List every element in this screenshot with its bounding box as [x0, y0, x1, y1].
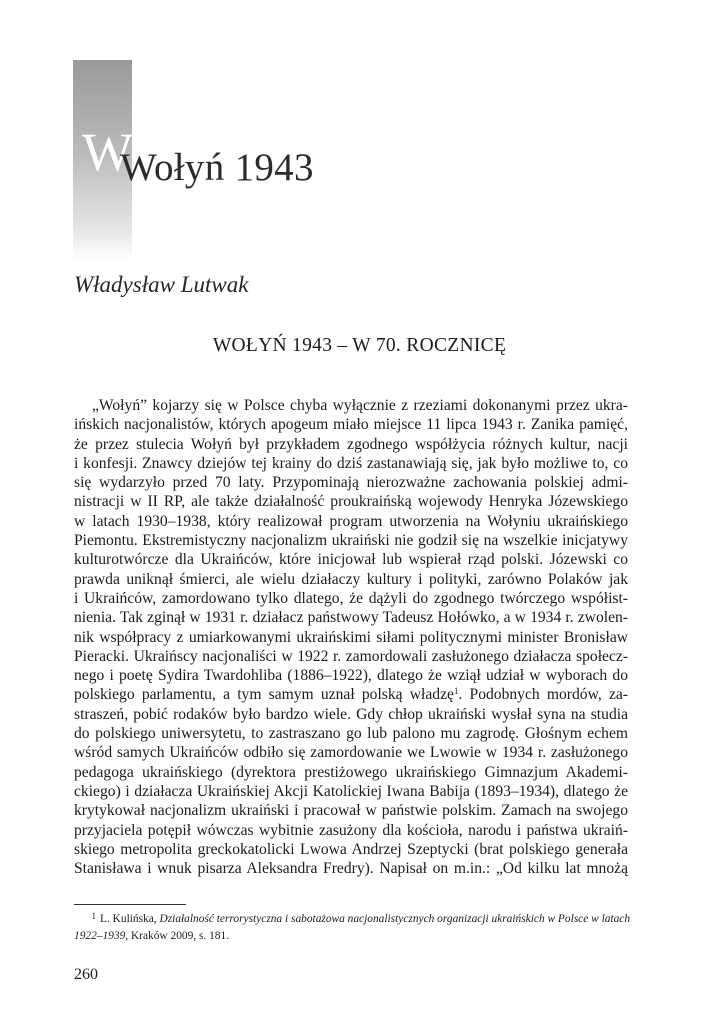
body-line: wśród samych Ukraińców odbiło się zamordowanie we Lwowie w 1934 r. zasłużonego: [74, 744, 628, 762]
body-line: straszeń, pobić rodaków było bardzo wiele. Gdy chłop ukraiński wysłał syna na studia: [74, 705, 628, 723]
body-line-text: . Podobnych mordów, za-: [458, 686, 628, 704]
body-line: się wydarzyło przed 70 laty. Przypominają nierozważne zachowania polskiej admi-: [74, 474, 628, 492]
body-line-text: polskiego parlamentu, a tym samym uznał polską władzę: [74, 686, 454, 704]
footnote-line: [74, 908, 631, 928]
section-heading: WOŁYŃ 1943 – W 70. ROCZNICĘ: [212, 335, 507, 356]
body-line: skiego metropolita greckokatolicki Lwowa Andrzej Szeptycki (brat polskiego generała: [74, 840, 628, 858]
page-number: 260: [74, 966, 98, 983]
body-line: „Wołyń” kojarzy się w Polsce chyba wyłącznie z rzeziami dokonanymi przez ukra-: [92, 397, 628, 414]
footnote-title-continued: 1922–1939: [74, 930, 126, 942]
body-line: nego i poetę Sydira Twardohliba (1886–1922), dlatego że wziął udział w wyborach do: [74, 667, 628, 685]
article-body: [74, 396, 628, 878]
footnote-line: [74, 928, 628, 945]
body-line: kulturotwórcze dla Ukraińców, które inicjował lub wspierał rząd polski. Józewski co: [74, 551, 628, 569]
body-line: ińskich nacjonalistów, których apogeum miało miejsce 11 lipca 1943 r. Zanika pamięć,: [74, 416, 628, 434]
body-line: do polskiego uniwersytetu, to zastraszano go lub palono mu zagrodę. Głośnym echem: [74, 725, 628, 743]
body-line: nik współpracy z umiarkowanymi ukraińskimi siłami politycznymi minister Bronisław: [74, 628, 628, 646]
body-line: i Ukraińców, zamordowano tylko dlatego, że dążyli do zgodnego twórczego współist-: [74, 589, 628, 607]
body-line: przyjaciela potępił wówczas wybitnie zasużony dla kościoła, narodu i państwa ukraiń-: [74, 821, 628, 839]
body-line: nienia. Tak zginął w 1931 r. działacz państwowy Tadeusz Hołówko, a w 1934 r. zwolen-: [74, 609, 628, 627]
body-line: Pieracki. Ukraińscy nacjonaliści w 1922 r. zamordowali zasłużonego działacza społecz-: [74, 647, 628, 665]
chapter-initial-letter: W: [82, 122, 133, 182]
footnote-publication: , Kraków 2009, s. 181.: [125, 930, 230, 942]
body-line-with-footnote: [74, 685, 628, 704]
footnote-separator: [74, 904, 186, 905]
footnote-title: Działalność terrorystyczna i sabotażowa nacjonalistycznych organizacji ukraińskich w Polsce w latach: [159, 913, 631, 925]
body-line: w latach 1930–1938, który realizował program utworzenia na Wołyniu ukraińskiego: [74, 512, 628, 530]
footnote-reference[interactable]: 1: [453, 686, 459, 697]
author-name: Władysław Lutwak: [74, 272, 249, 297]
body-line: ckiego) i działacza Ukraińskiej Akcji Katolickiej Iwana Babija (1893–1934), dlatego że: [74, 782, 628, 800]
footnote: [74, 908, 631, 945]
footnote-author: L. Kulińska,: [100, 913, 157, 925]
body-line: prawda uniknął śmierci, ale wielu działaczy kultury i polityki, zarówno Polaków jak: [74, 570, 628, 588]
body-line: że przez stulecia Wołyń był przykładem zgodnego współżycia różnych kultur, nacji: [74, 435, 628, 453]
body-line: i konfesji. Znawcy dziejów tej krainy do dziś zastanawiają się, jak było możliwe to, co: [74, 454, 628, 472]
body-line: pedagoga ukraińskiego (dyrektora prestiżowego ukraińskiego Gimnazjum Akademi-: [74, 763, 628, 781]
body-line: krytykował nacjonalizm ukraiński i pracował w państwie polskim. Zamach na swojego: [74, 802, 628, 820]
body-line: Stanisława i wnuk pisarza Aleksandra Fredry). Napisał on m.in.: „Od kilku lat mnożą: [74, 860, 628, 878]
chapter-title: Wołyń 1943: [120, 146, 314, 189]
body-line: nistracji w II RP, ale także działalność proukraińską wojewody Henryka Józewskiego: [74, 493, 628, 511]
footnote-marker: 1: [91, 911, 96, 921]
body-line: Piemontu. Ekstremistyczny nacjonalizm ukraiński nie godził się na wszelkie inicjatywy: [74, 532, 628, 550]
